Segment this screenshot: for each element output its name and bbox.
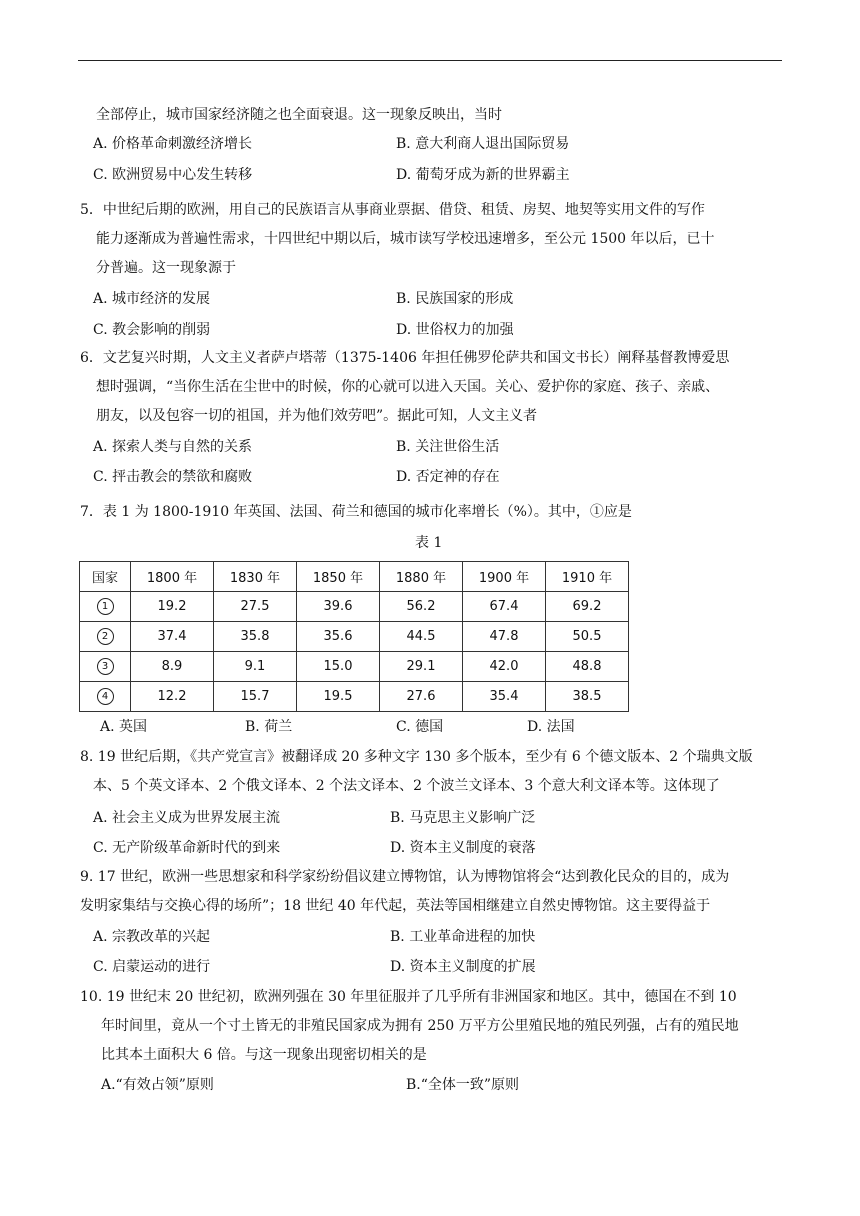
header-cell: 1900 年 bbox=[463, 562, 546, 592]
q10-stem-line2: 年时间里，竟从一个寸土皆无的非殖民国家成为拥有 250 万平方公里殖民地的殖民列强，占有的殖民地 bbox=[101, 1018, 739, 1034]
circled-number: 1 bbox=[97, 598, 114, 615]
table-cell: 37.4 bbox=[131, 622, 214, 652]
q9-option-c: C. 启蒙运动的进行 bbox=[93, 959, 211, 975]
q9-option-a: A. 宗教改革的兴起 bbox=[93, 929, 211, 945]
table-cell: 48.8 bbox=[546, 652, 629, 682]
q6-option-b: B. 关注世俗生活 bbox=[396, 439, 500, 455]
q5-option-d: D. 世俗权力的加强 bbox=[396, 322, 514, 338]
q4-option-d: D. 葡萄牙成为新的世界霸主 bbox=[396, 167, 570, 183]
table-header-row bbox=[80, 562, 629, 592]
q4-stem-cont: 全部停止，城市国家经济随之也全面衰退。这一现象反映出，当时 bbox=[96, 107, 502, 123]
q5-option-c: C. 教会影响的削弱 bbox=[93, 322, 211, 338]
table-cell: 9.1 bbox=[214, 652, 297, 682]
table-cell: 35.6 bbox=[297, 622, 380, 652]
q9-stem-line2: 发明家集结与交换心得的场所”；18 世纪 40 年代起，英法等国相继建立自然史博物馆。这主要得益于 bbox=[80, 898, 711, 914]
urbanization-table bbox=[79, 561, 629, 712]
table-cell: 12.2 bbox=[131, 682, 214, 712]
row-label-cell bbox=[80, 682, 131, 712]
table-cell: 35.8 bbox=[214, 622, 297, 652]
q10-option-b: B.“全体一致”原则 bbox=[406, 1077, 520, 1093]
q9-option-b: B. 工业革命进程的加快 bbox=[390, 929, 536, 945]
q4-option-a: A. 价格革命刺激经济增长 bbox=[93, 136, 253, 152]
row-label-cell bbox=[80, 622, 131, 652]
circled-number: 2 bbox=[97, 628, 114, 645]
table-cell: 69.2 bbox=[546, 592, 629, 622]
table-cell: 42.0 bbox=[463, 652, 546, 682]
q6-stem-line1: 6．文艺复兴时期，人文主义者萨卢塔蒂（1375-1406 年担任佛罗伦萨共和国文书长）阐释基督教博爱思 bbox=[80, 350, 730, 366]
q5-option-a: A. 城市经济的发展 bbox=[93, 291, 211, 307]
table-row bbox=[80, 682, 629, 712]
table-cell: 29.1 bbox=[380, 652, 463, 682]
table-cell: 8.9 bbox=[131, 652, 214, 682]
q4-option-b: B. 意大利商人退出国际贸易 bbox=[396, 136, 570, 152]
q10-stem-line1: 10. 19 世纪末 20 世纪初，欧洲列强在 30 年里征服并了几乎所有非洲国家和地区。其中，德国在不到 10 bbox=[80, 989, 737, 1005]
table-row bbox=[80, 592, 629, 622]
header-cell: 1830 年 bbox=[214, 562, 297, 592]
q6-option-d: D. 否定神的存在 bbox=[396, 469, 500, 485]
circled-number: 3 bbox=[97, 658, 114, 675]
q7-option-c: C. 德国 bbox=[396, 719, 444, 735]
table-caption: 表 1 bbox=[415, 535, 443, 551]
table-cell: 15.7 bbox=[214, 682, 297, 712]
table-cell: 50.5 bbox=[546, 622, 629, 652]
table-row bbox=[80, 652, 629, 682]
q8-option-b: B. 马克思主义影响广泛 bbox=[390, 810, 536, 826]
q5-option-b: B. 民族国家的形成 bbox=[396, 291, 514, 307]
table-row bbox=[80, 622, 629, 652]
table-cell: 39.6 bbox=[297, 592, 380, 622]
table-cell: 27.6 bbox=[380, 682, 463, 712]
q5-stem-line3: 分普遍。这一现象源于 bbox=[96, 260, 236, 276]
table-cell: 19.5 bbox=[297, 682, 380, 712]
q6-stem-line2: 想时强调，“当你生活在尘世中的时候，你的心就可以进入天国。关心、爱护你的家庭、孩子、亲戚、 bbox=[96, 379, 720, 395]
q8-option-d: D. 资本主义制度的衰落 bbox=[390, 840, 536, 856]
header-cell: 1800 年 bbox=[131, 562, 214, 592]
table-cell: 38.5 bbox=[546, 682, 629, 712]
q4-option-c: C. 欧洲贸易中心发生转移 bbox=[93, 167, 253, 183]
table-cell: 56.2 bbox=[380, 592, 463, 622]
header-cell: 国家 bbox=[80, 562, 131, 592]
page-header-rule bbox=[78, 60, 782, 61]
q8-stem-line2: 本、5 个英文译本、2 个俄文译本、2 个法文译本、2 个波兰文译本、3 个意大利文译本等。这体现了 bbox=[93, 778, 720, 794]
q10-option-a: A.“有效占领”原则 bbox=[101, 1077, 214, 1093]
q6-option-c: C. 抨击教会的禁欲和腐败 bbox=[93, 469, 253, 485]
q5-stem-line2: 能力逐渐成为普遍性需求，十四世纪中期以后，城市读写学校迅速增多，至公元 1500 年以后，已十 bbox=[96, 231, 715, 247]
header-cell: 1910 年 bbox=[546, 562, 629, 592]
header-cell: 1850 年 bbox=[297, 562, 380, 592]
q7-stem-line1: 7．表 1 为 1800-1910 年英国、法国、荷兰和德国的城市化率增长（%）。其中，①应是 bbox=[80, 504, 632, 520]
q5-stem-line1: 5．中世纪后期的欧洲，用自己的民族语言从事商业票据、借贷、租赁、房契、地契等实用文件的写作 bbox=[80, 202, 705, 218]
table-cell: 27.5 bbox=[214, 592, 297, 622]
q7-option-d: D. 法国 bbox=[527, 719, 575, 735]
q8-stem-line1: 8. 19 世纪后期，《共产党宣言》被翻译成 20 多种文字 130 多个版本，至少有 6 个德文版本、2 个瑞典文版 bbox=[80, 749, 753, 765]
q8-option-a: A. 社会主义成为世界发展主流 bbox=[93, 810, 281, 826]
table-cell: 67.4 bbox=[463, 592, 546, 622]
q7-option-a: A. 英国 bbox=[100, 719, 148, 735]
table-cell: 15.0 bbox=[297, 652, 380, 682]
q6-stem-line3: 朋友，以及包容一切的祖国，并为他们效劳吧”。据此可知，人文主义者 bbox=[96, 408, 538, 424]
q6-option-a: A. 探索人类与自然的关系 bbox=[93, 439, 253, 455]
row-label-cell bbox=[80, 652, 131, 682]
table-cell: 44.5 bbox=[380, 622, 463, 652]
q8-option-c: C. 无产阶级革命新时代的到来 bbox=[93, 840, 281, 856]
q9-stem-line1: 9. 17 世纪，欧洲一些思想家和科学家纷纷倡议建立博物馆，认为博物馆将会“达到教化民众的目的，成为 bbox=[80, 869, 730, 885]
circled-number: 4 bbox=[97, 688, 114, 705]
q7-option-b: B. 荷兰 bbox=[245, 719, 293, 735]
q10-stem-line3: 比其本土面积大 6 倍。与这一现象出现密切相关的是 bbox=[101, 1047, 427, 1063]
table-cell: 35.4 bbox=[463, 682, 546, 712]
row-label-cell bbox=[80, 592, 131, 622]
table-cell: 47.8 bbox=[463, 622, 546, 652]
header-cell: 1880 年 bbox=[380, 562, 463, 592]
table-cell: 19.2 bbox=[131, 592, 214, 622]
q9-option-d: D. 资本主义制度的扩展 bbox=[390, 959, 536, 975]
